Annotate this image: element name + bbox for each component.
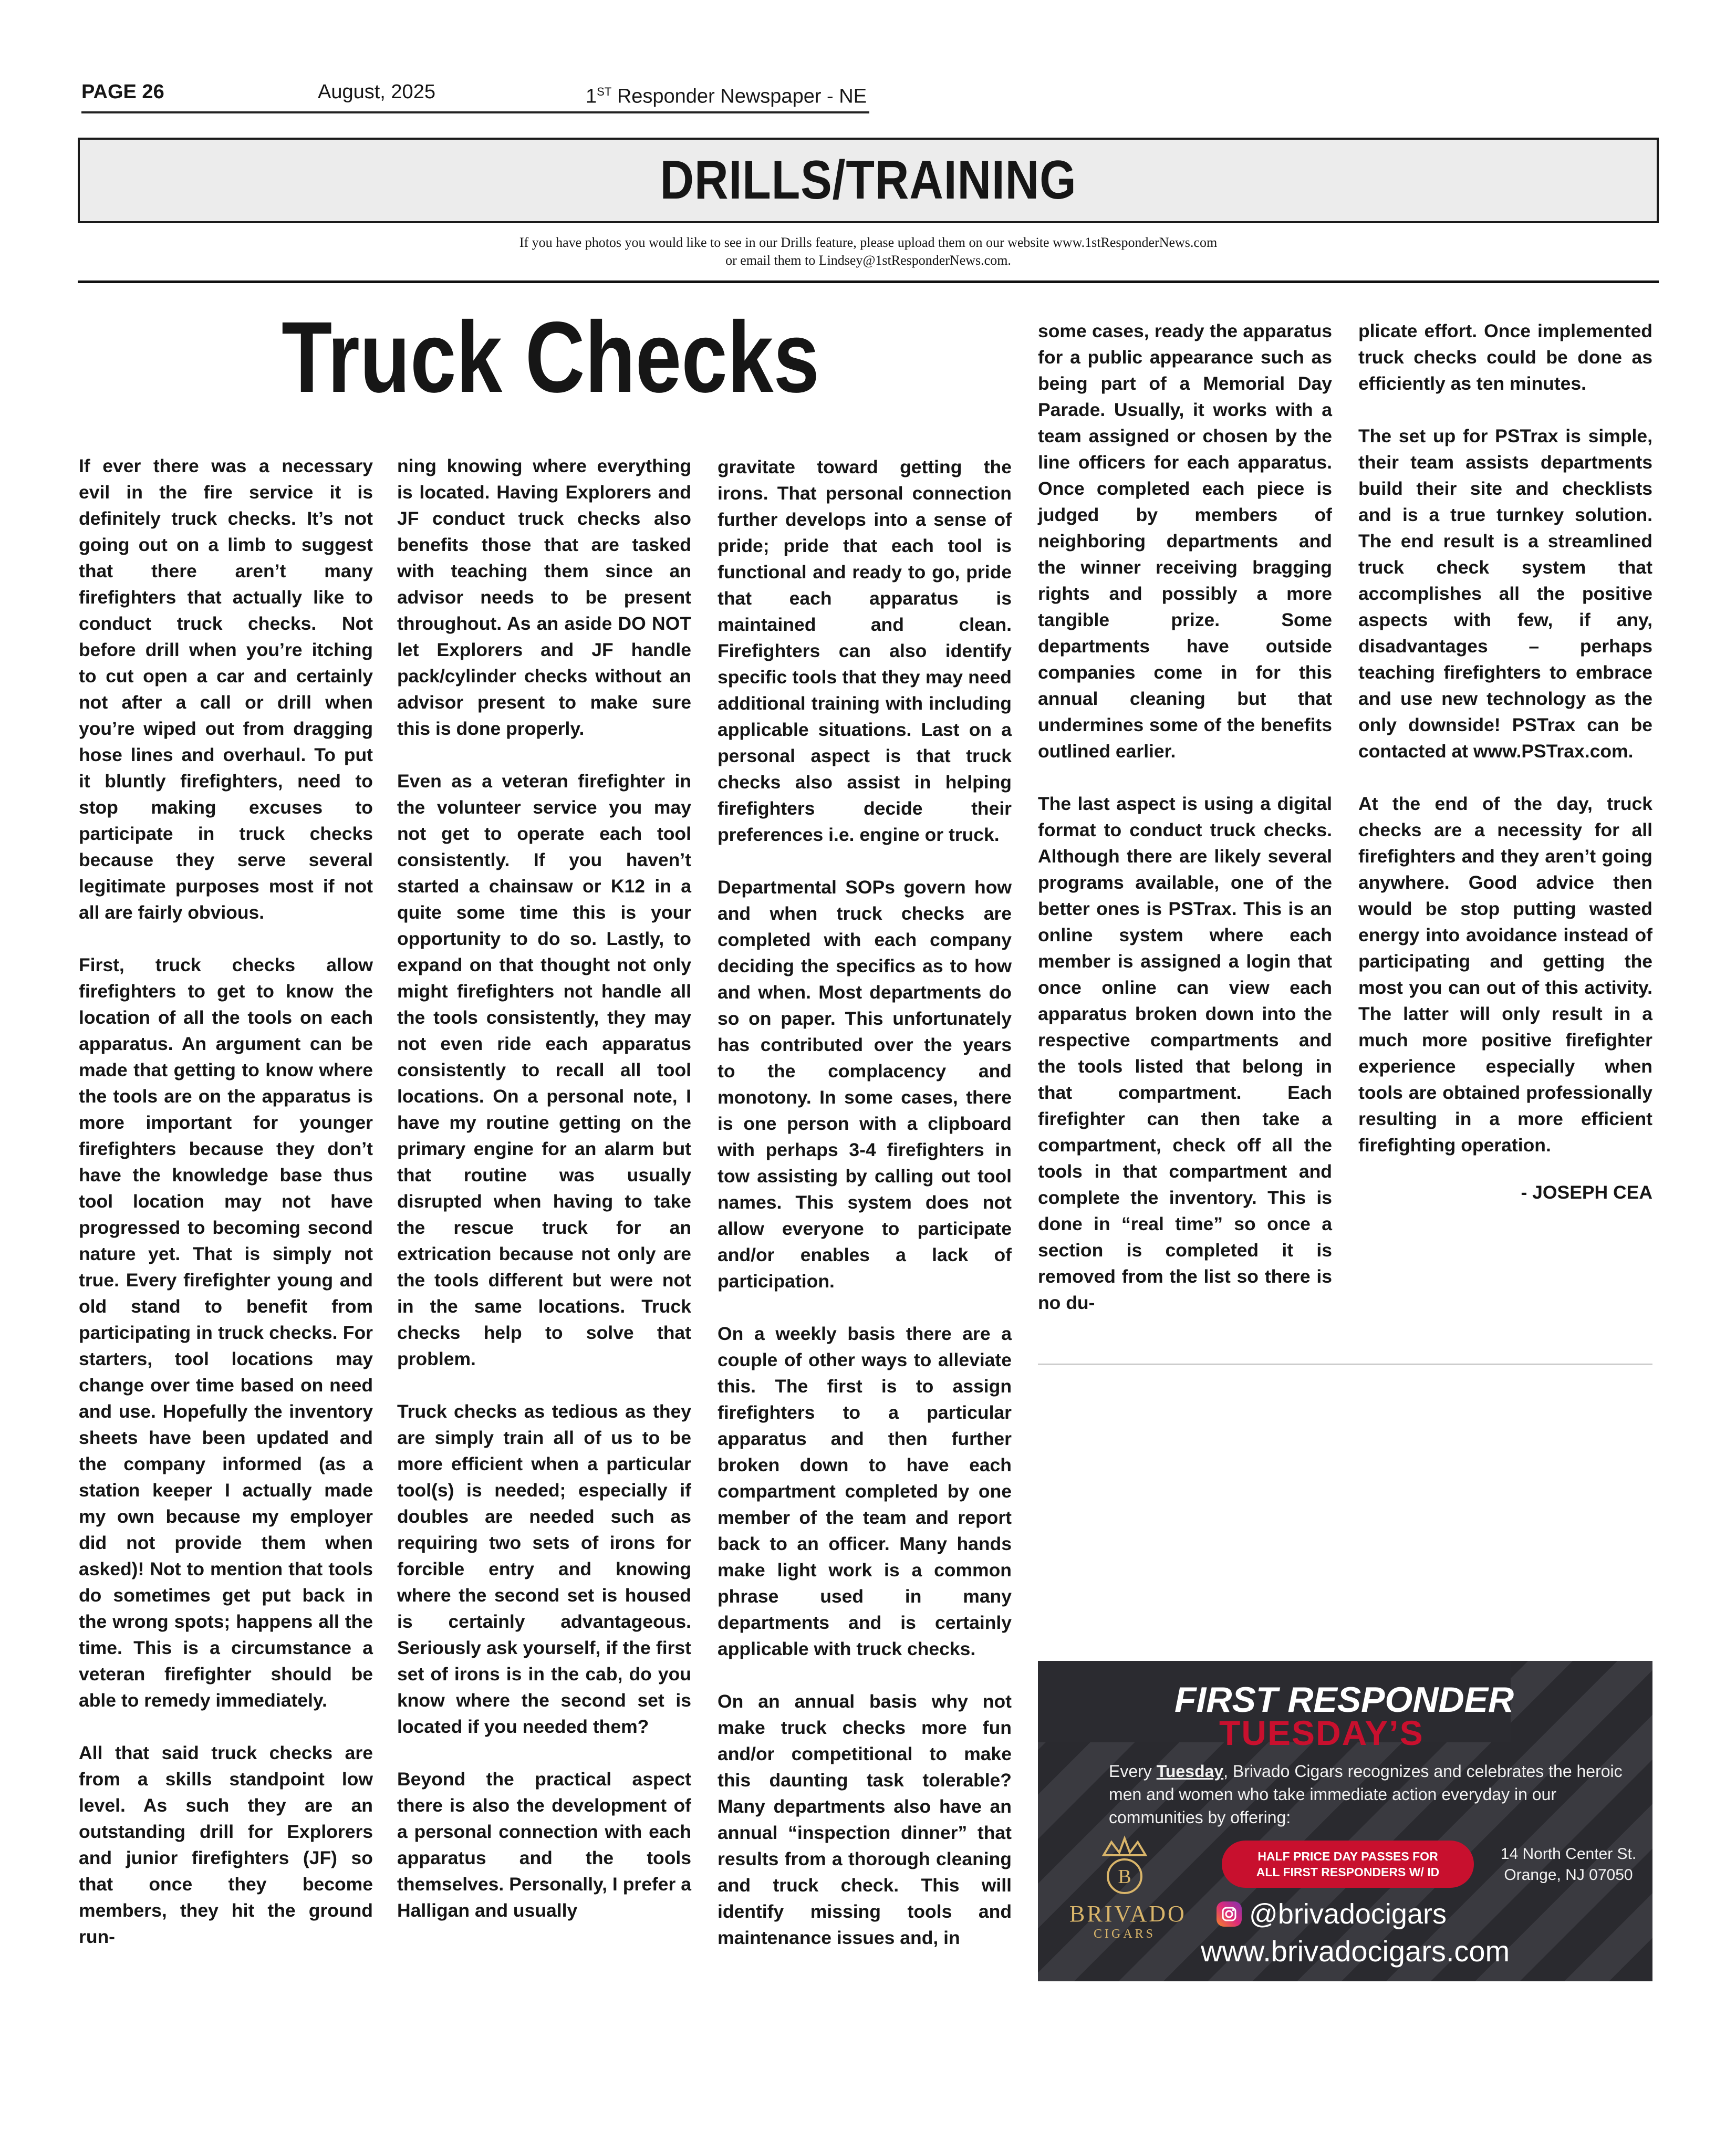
paragraph: Truck checks as tedious as they are simply train all of us to be more efficient when a particular tool(s) is needed; especially if doubles are needed such as requiring two sets of irons for forcible entry and knowing where the second set is housed is certainly advantageous. Seriously ask yourself, if the first set of irons is in the cab, do you know where the second set is located if you needed them? [397,1401,691,1737]
byline: - JOSEPH CEA [1521,1182,1652,1203]
paragraph: plicate effort. Once implemented truck checks could be done as efficiently as ten minutes. [1358,320,1652,394]
section-title: DRILLS/TRAINING [660,150,1077,211]
paragraph: some cases, ready the apparatus for a public appearance such as being part of a Memorial Day Parade. Usually, it works with a team assigned or chosen by the line officers for each apparatus. Once completed each piece is judged by members of neighboring departments and the winner receiving bragging rights and possibly a more tangible prize. Some departments have outside companies come in for this annual cleaning but that undermines some of the benefits outlined earlier. [1038,320,1332,762]
paragraph: Beyond the practical aspect there is also the development of a personal connection with each apparatus and the tools themselves. Personally, I prefer a Halligan and usually [397,1769,691,1921]
paragraph: gravitate toward getting the irons. That personal connection further develops into a sense of pride; pride that each tool is functional and ready to go, pride that each apparatus is maintained and clean. Firefighters can also identify specific tools that they may need additional training with including applicable situations. Last on a personal aspect is that truck checks also assist in helping firefighters decide their preferences i.e. engine or truck. [718,456,1012,845]
paragraph: Even as a veteran firefighter in the volunteer service you may not get to operate each tool consistently. If you haven’t started a chainsaw or K12 in a quite some time this is your opportunity to do so. Lastly, to expand on that thought not only might firefighters not handle all the tools consistently, they may not even ride each apparatus consistently to recall all tool locations. On a personal note, I have my routine getting on the primary engine for an alarm but that routine was usually disrupted when having to take the rescue truck for an extrication because not only are the tools different but were not in the same locations. Truck checks help to solve that problem. [397,771,691,1369]
article-column-3 [718,454,1012,1951]
paragraph: All that said truck checks are from a skills standpoint low level. As such they are an outstanding drill for Explorers and junior firefighters (JF) so that once they become members, they hit the ground run- [79,1742,373,1947]
paragraph: ning knowing where everything is located. Having Explorers and JF conduct truck checks also benefits those that are tasked with teaching them since an advisor needs to be present throughout. As an aside DO NOT let Explorers and JF handle pack/cylinder checks without an advisor present to make sure this is done properly. [397,455,691,739]
masthead [81,79,869,113]
paragraph: The last aspect is using a digital format to conduct truck checks. Although there are likely several programs available, one of the better ones is PSTrax. This is an online system where each member is assigned a login that once online can view each apparatus broken down into the respective compartments and the tools listed that belong in that compartment. Each firefighter can then take a compartment, check off all the tools in that compartment and complete the inventory. This is done in “real time” so once a section is completed it is removed from the list so there is no du- [1038,793,1332,1313]
paragraph: On a weekly basis there are a couple of other ways to alleviate this. The first is to assign firefighters to a particular apparatus and then further broken down to have each compartment completed by one member of the team and report back to an officer. Many hands make light work is a common phrase used in many departments and is certainly applicable with truck checks. [718,1323,1012,1659]
ad-divider [1038,1364,1652,1365]
logo-name: BRIVADO [1069,1901,1187,1927]
instagram-handle[interactable]: @brivadocigars [1217,1897,1447,1931]
instagram-icon [1217,1901,1242,1927]
logo-letter: B [1118,1866,1131,1888]
website-link[interactable]: www.brivadocigars.com [1201,1935,1510,1968]
article-column-4 [1038,318,1332,1316]
issue-date: August, 2025 [318,81,435,103]
paragraph: First, truck checks allow firefighters to get to know the location of all the tools on each apparatus. An argument can be made that getting to know where the tools are on the apparatus is more important for younger firefighters because they don’t have the knowledge base thus tool location may not have progressed to becoming second nature yet. That is simply not true. Every firefighter young and old stand to benefit from participating in truck checks. For starters, tool locations may change over time based on need and use. Hopefully the inventory sheets have been updated and the company informed (as a station keeper I actually made my own because my employer did not provide them when asked)! Not to mention that tools do sometimes get put back in the wrong spots; happens all the time. This is a circumstance a veteran firefighter should be able to remedy immediately. [79,954,373,1711]
ad-title: FIRST RESPONDER [1174,1680,1514,1720]
paragraph: At the end of the day, truck checks are a necessity for all firefighters and they aren’t going anywhere. Good advice then would be stop putting wasted energy into avoidance instead of participating and getting the most you can out of this activity. The latter will only result in a much more positive firefighter experience especially when tools are obtained professionally resulting in a more efficient firefighting operation. [1358,793,1652,1156]
logo-sub: CIGARS [1093,1927,1156,1941]
page-number: PAGE 26 [81,81,164,103]
article-headline: Truck Checks [282,300,819,413]
paragraph: If ever there was a necessary evil in the fire service it is definitely truck checks. It’s not going out on a limb to suggest that there aren’t many firefighters that actually like to conduct truck checks. Not before drill when you’re itching to cut open a car and certainly not after a call or drill when you’re wiped out from dragging hose lines and overhaul. To put it bluntly firefighters, need to stop making excuses to participate in truck checks because they serve several legitimate purposes most if not all are fairly obvious. [79,455,373,923]
brivado-advertisement[interactable] [1038,1661,1652,1981]
ad-subtitle: TUESDAY’S [1219,1713,1424,1752]
offer-badge: HALF PRICE DAY PASSES FOR ALL FIRST RESPONDERS W/ ID [1222,1841,1474,1888]
ad-copy: Every Tuesday, Brivado Cigars recognizes and celebrates the heroic men and women who take immediate action everyday in our communities by offering: [1109,1762,1623,1827]
paragraph: Departmental SOPs govern how and when truck checks are completed with each company deciding the specifics as to how and when. Most departments do so on paper. This unfortunately has contributed over the years to the complacency and monotony. In some cases, there is one person with a clipboard with perhaps 3-4 firefighters in tow assisting by calling out tool names. This system does not allow everyone to participate and/or enables a lack of participation. [718,877,1012,1292]
store-address: 14 North Center St. Orange, NJ 07050 [1500,1845,1637,1884]
upload-note-line-2: or email them to Lindsey@1stResponderNews.com. [725,253,1011,268]
section-rule [78,280,1659,283]
upload-note-line-1: If you have photos you would like to see in our Drills feature, please upload them on our website www.1stResponderNews.com [519,235,1218,250]
article-column-1 [79,453,373,1950]
newspaper-name: 1ST Responder Newspaper - NE [586,85,867,108]
section-banner [78,138,1659,223]
brivado-logo [1069,1834,1187,1966]
article-column-5 [1358,318,1652,1205]
upload-note [78,234,1659,269]
article-column-2 [397,453,691,1924]
paragraph: On an annual basis why not make truck checks more fun and/or competitional to make this daunting task tolerable? Many departments also have an annual “inspection dinner” that results from a thorough cleaning and truck check. This will identify missing tools and maintenance issues and, in [718,1691,1012,1948]
crown-crest-icon [1096,1834,1153,1897]
paragraph: The set up for PSTrax is simple, their team assists departments build their site and checklists and is a true turnkey solution. The end result is a streamlined truck check system that accomplishes all the positive aspects with few, if any, disadvantages – perhaps teaching firefighters to embrace and use new technology as the only downside! PSTrax can be contacted at www.PSTrax.com. [1358,425,1652,762]
ad-day: Tuesday [1156,1762,1224,1781]
